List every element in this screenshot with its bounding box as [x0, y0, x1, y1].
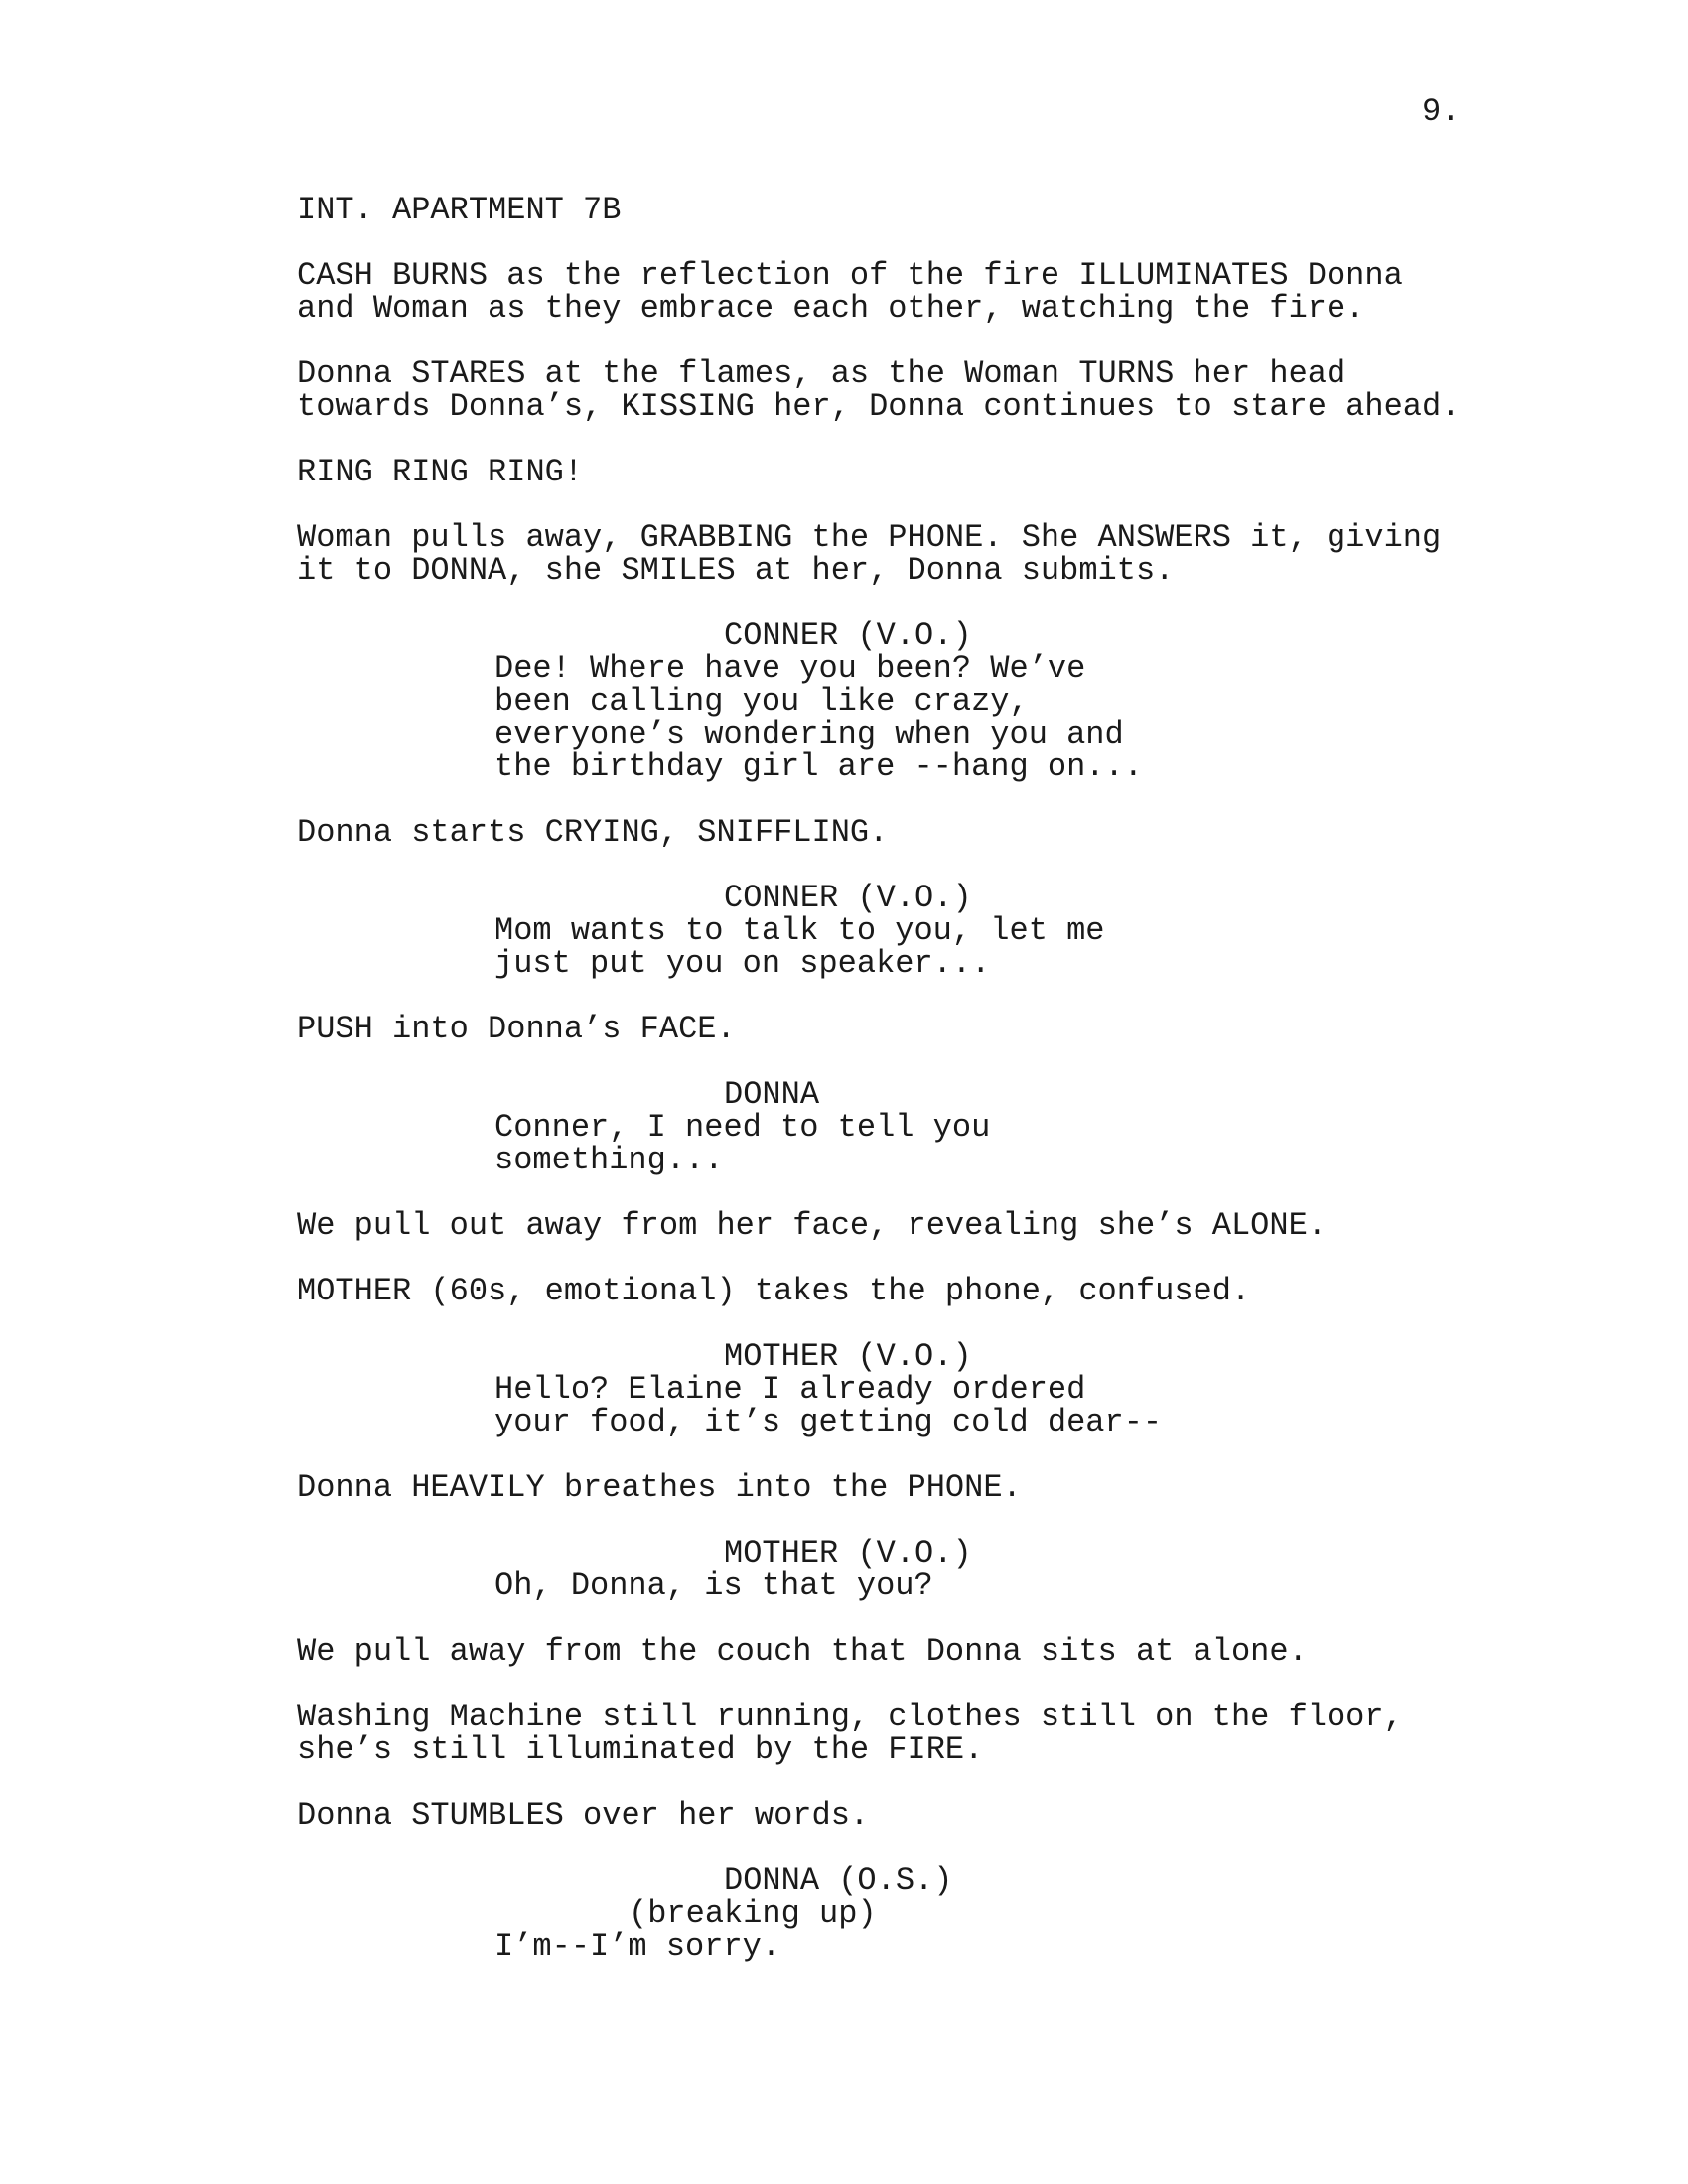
dialogue: I’m--I’m sorry. — [494, 1928, 781, 1965]
dialogue: Conner, I need to tell you something... — [494, 1109, 991, 1178]
character-cue: DONNA (O.S.) — [724, 1862, 953, 1899]
action-line: Donna starts CRYING, SNIFFLING. — [297, 814, 889, 851]
character-cue: CONNER (V.O.) — [724, 617, 972, 654]
action-line: PUSH into Donna’s FACE. — [297, 1011, 736, 1047]
action-line: RING RING RING! — [297, 454, 584, 490]
action-line: Washing Machine still running, clothes still on the floor, she’s still illuminated by the FIRE. — [297, 1699, 1403, 1768]
action-line: Woman pulls away, GRABBING the PHONE. She ANSWERS it, giving it to DONNA, she SMILES at her, Donna submits. — [297, 519, 1442, 589]
script-body — [0, 194, 1688, 1963]
action-line: Donna HEAVILY breathes into the PHONE. — [297, 1469, 1022, 1506]
action-line: We pull out away from her face, revealing she’s ALONE. — [297, 1207, 1327, 1244]
dialogue: Mom wants to talk to you, let me just put you on speaker... — [494, 912, 1105, 982]
parenthetical: (breaking up) — [629, 1895, 877, 1932]
character-cue: MOTHER (V.O.) — [724, 1338, 972, 1375]
dialogue: Dee! Where have you been? We’ve been calling you like crazy, everyone’s wondering when you and the birthday girl are --hang on... — [494, 650, 1143, 785]
dialogue: Oh, Donna, is that you? — [494, 1568, 933, 1604]
dialogue: Hello? Elaine I already ordered your food, it’s getting cold dear-- — [494, 1371, 1163, 1440]
action-line: We pull away from the couch that Donna sits at alone. — [297, 1633, 1308, 1670]
action-line: MOTHER (60s, emotional) takes the phone, confused. — [297, 1273, 1251, 1309]
page-number: 9. — [1422, 93, 1461, 130]
character-cue: DONNA — [724, 1076, 820, 1113]
action-line: Donna STUMBLES over her words. — [297, 1797, 870, 1834]
action-line: Donna STARES at the flames, as the Woman TURNS her head towards Donna’s, KISSING her, Donna continues to stare ahead. — [297, 355, 1461, 425]
scene-heading: INT. APARTMENT 7B — [297, 192, 622, 228]
action-line: CASH BURNS as the reflection of the fire ILLUMINATES Donna and Woman as they embrace each other, watching the fire. — [297, 257, 1403, 327]
character-cue: MOTHER (V.O.) — [724, 1535, 972, 1571]
character-cue: CONNER (V.O.) — [724, 880, 972, 916]
